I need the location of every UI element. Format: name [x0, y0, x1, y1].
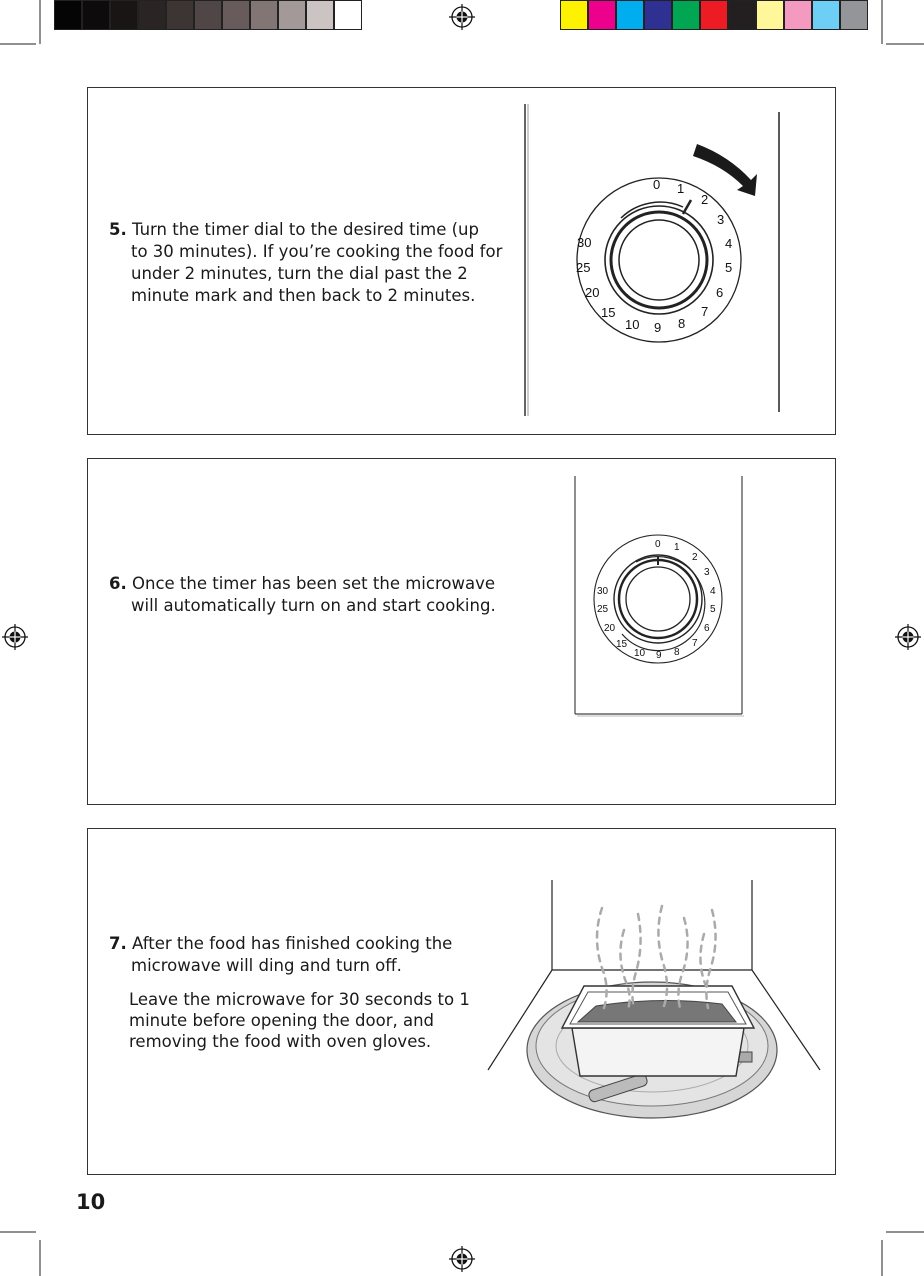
step-7-text: [109, 933, 452, 977]
step-line: After the food has finished cooking the: [132, 934, 453, 953]
dial-number: 3: [704, 567, 710, 578]
note-line: Leave the microwave for 30 seconds to 1: [129, 990, 470, 1009]
dial-number: 0: [653, 177, 661, 192]
step-line: to 30 minutes). If you’re cooking the food for: [131, 242, 503, 261]
registration-mark-icon: [895, 624, 921, 650]
dial-number: 20: [604, 623, 616, 634]
timer-dial-set-illustration: [570, 472, 750, 720]
step-number: 5.: [109, 220, 127, 239]
dial-number: 25: [597, 604, 609, 615]
dial-number: 20: [585, 285, 600, 300]
step-number: 6.: [109, 574, 127, 593]
step-line: will automatically turn on and start cooking.: [131, 596, 496, 615]
dial-number: 8: [674, 647, 680, 658]
step-line: Turn the timer dial to the desired time (up: [132, 220, 479, 239]
dial-number: 10: [625, 317, 640, 332]
dial-number: 3: [717, 212, 725, 227]
step-line: Once the timer has been set the microwave: [132, 574, 495, 593]
step-line: minute mark and then back to 2 minutes.: [131, 286, 476, 305]
note-line: minute before opening the door, and: [129, 1011, 435, 1030]
dial-number: 7: [701, 304, 709, 319]
dial-number: 1: [674, 542, 680, 553]
step-line: microwave will ding and turn off.: [131, 956, 402, 975]
dial-number: 30: [577, 235, 592, 250]
dial-number: 7: [692, 638, 698, 649]
dial-number: 0: [655, 539, 661, 550]
dial-number: 2: [701, 192, 709, 207]
dial-number: 6: [716, 285, 724, 300]
dial-number: 5: [725, 260, 733, 275]
dial-number: 15: [616, 639, 628, 650]
step-line: under 2 minutes, turn the dial past the 2: [131, 264, 468, 283]
dial-number: 4: [710, 586, 716, 597]
dial-number: 1: [677, 181, 685, 196]
note-line: removing the food with oven gloves.: [129, 1032, 432, 1051]
registration-mark-icon: [2, 624, 28, 650]
dial-number: 15: [601, 305, 616, 320]
timer-dial-illustration: [515, 100, 795, 420]
dial-number: 2: [692, 552, 698, 563]
dial-number: 9: [656, 650, 662, 661]
page-number: 10: [76, 1190, 106, 1214]
registration-mark-icon: [449, 4, 475, 30]
registration-mark-icon: [449, 1246, 475, 1272]
dial-number: 30: [597, 586, 609, 597]
step-6-text: [109, 573, 496, 617]
dial-number: 10: [634, 648, 646, 659]
step-7-note: [129, 989, 470, 1052]
dial-number: 25: [576, 260, 591, 275]
step-5-text: [109, 219, 502, 307]
steaming-dish-illustration: [484, 878, 824, 1140]
dial-number: 6: [704, 623, 710, 634]
dial-number: 4: [725, 236, 733, 251]
step-number: 7.: [109, 934, 127, 953]
turn-arrow-icon: [693, 144, 757, 196]
dial-number: 9: [654, 320, 662, 335]
dial-number: 8: [678, 316, 686, 331]
dial-number: 5: [710, 604, 716, 615]
